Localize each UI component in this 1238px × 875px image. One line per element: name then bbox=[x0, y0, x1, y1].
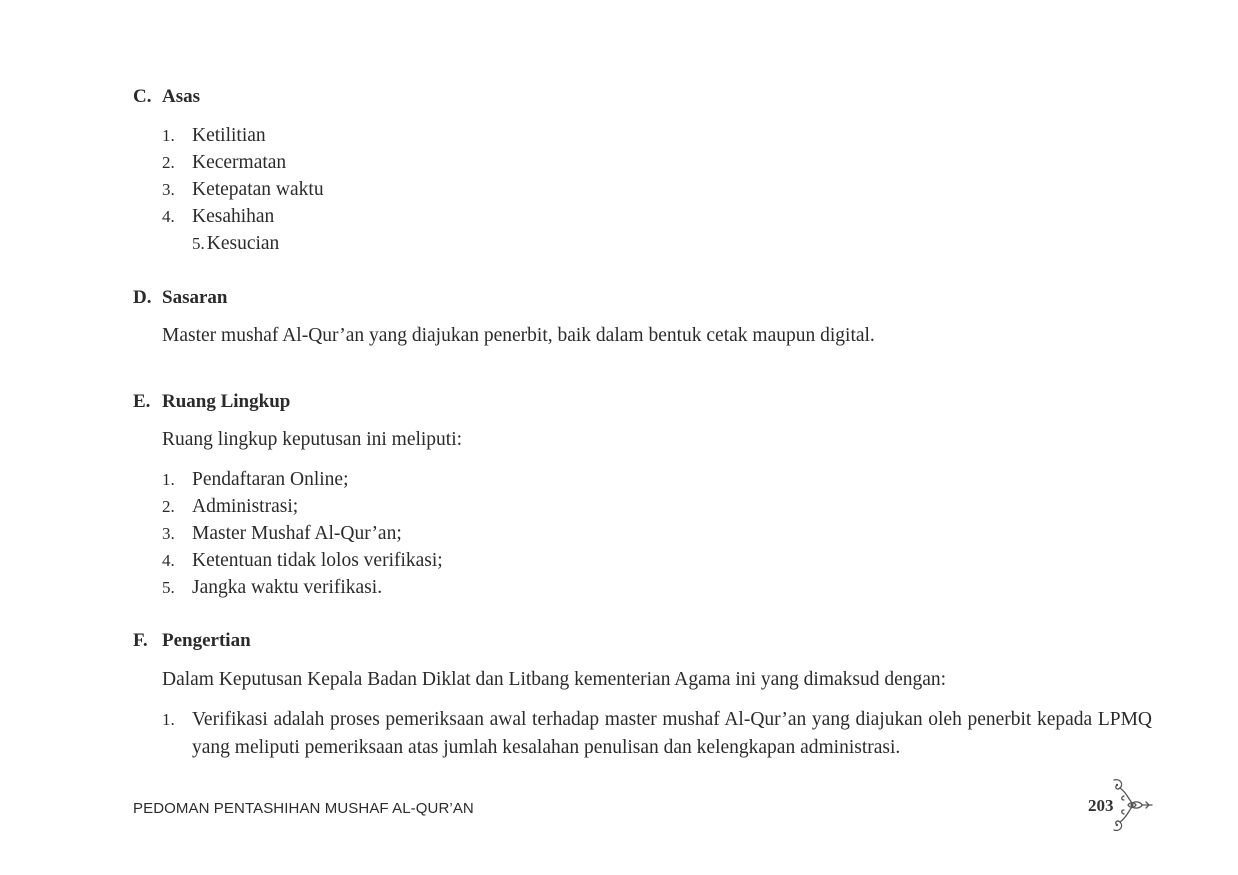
list-item bbox=[162, 520, 443, 547]
list-item-text: Verifikasi adalah proses pemeriksaan awal terhadap master mushaf Al-Qur’an yang diajukan oleh penerbit kepada LPMQ yang meliputi pemeriksaan atas jumlah kesalahan penulisan dan kelengkapan administrasi. bbox=[192, 709, 1152, 758]
section-f-heading bbox=[133, 629, 251, 653]
list-item bbox=[162, 547, 443, 574]
list-item-text: Administrasi; bbox=[192, 496, 299, 517]
list-item-text: Master Mushaf Al-Qur’an; bbox=[192, 523, 402, 544]
list-item-number: 2. bbox=[162, 153, 175, 172]
list-item-number: 5. bbox=[162, 578, 175, 597]
list-item-text: Ketilitian bbox=[192, 125, 266, 146]
section-c-heading bbox=[133, 85, 200, 109]
list-item-number: 3. bbox=[162, 180, 175, 199]
section-d-title: Sasaran bbox=[162, 287, 228, 308]
list-item-number: 4. bbox=[162, 551, 175, 570]
list-item bbox=[162, 203, 324, 230]
footer-book-title: PEDOMAN PENTASHIHAN MUSHAF AL-QUR’AN bbox=[133, 800, 474, 817]
list-item-number: 1. bbox=[162, 710, 175, 729]
list-item bbox=[162, 176, 324, 203]
list-item-text: Kesucian bbox=[206, 233, 280, 254]
list-item-text: Kecermatan bbox=[192, 152, 287, 173]
list-item-number: 5. bbox=[192, 234, 205, 253]
list-item-text: Ketentuan tidak lolos verifikasi; bbox=[192, 550, 443, 571]
section-c-letter: C. bbox=[133, 86, 152, 107]
decorative-flourish-icon bbox=[1108, 776, 1154, 834]
list-item bbox=[162, 149, 324, 176]
section-d-heading bbox=[133, 286, 227, 310]
list-item-text: Pendaftaran Online; bbox=[192, 469, 349, 490]
list-item bbox=[162, 466, 443, 493]
section-c-title: Asas bbox=[162, 86, 201, 107]
list-item bbox=[162, 493, 443, 520]
section-f-letter: F. bbox=[133, 630, 148, 651]
list-item-text: Jangka waktu verifikasi. bbox=[192, 577, 383, 598]
list-item-number: 1. bbox=[162, 126, 175, 145]
section-e-title: Ruang Lingkup bbox=[162, 391, 291, 412]
section-e-intro: Ruang lingkup keputusan ini meliputi: bbox=[162, 429, 463, 450]
list-item bbox=[162, 230, 324, 257]
list-item bbox=[162, 574, 443, 601]
list-item-text: Ketepatan waktu bbox=[192, 179, 324, 200]
section-e-heading bbox=[133, 390, 290, 414]
section-e-list bbox=[162, 466, 443, 601]
list-item-number: 2. bbox=[162, 497, 175, 516]
list-item bbox=[162, 122, 324, 149]
list-item-text: Kesahihan bbox=[192, 206, 275, 227]
section-c-list bbox=[162, 122, 324, 257]
list-item-number: 4. bbox=[162, 207, 175, 226]
page-number: 203 bbox=[1088, 796, 1114, 815]
list-item bbox=[162, 706, 1152, 762]
list-item-number: 3. bbox=[162, 524, 175, 543]
section-d-letter: D. bbox=[133, 287, 152, 308]
section-f-intro: Dalam Keputusan Kepala Badan Diklat dan Litbang kementerian Agama ini yang dimaksud dengan: bbox=[162, 669, 947, 690]
section-d-text: Master mushaf Al-Qur’an yang diajukan penerbit, baik dalam bentuk cetak maupun digital. bbox=[162, 325, 875, 346]
section-e-letter: E. bbox=[133, 391, 151, 412]
section-f-title: Pengertian bbox=[162, 630, 251, 651]
list-item-number: 1. bbox=[162, 470, 175, 489]
